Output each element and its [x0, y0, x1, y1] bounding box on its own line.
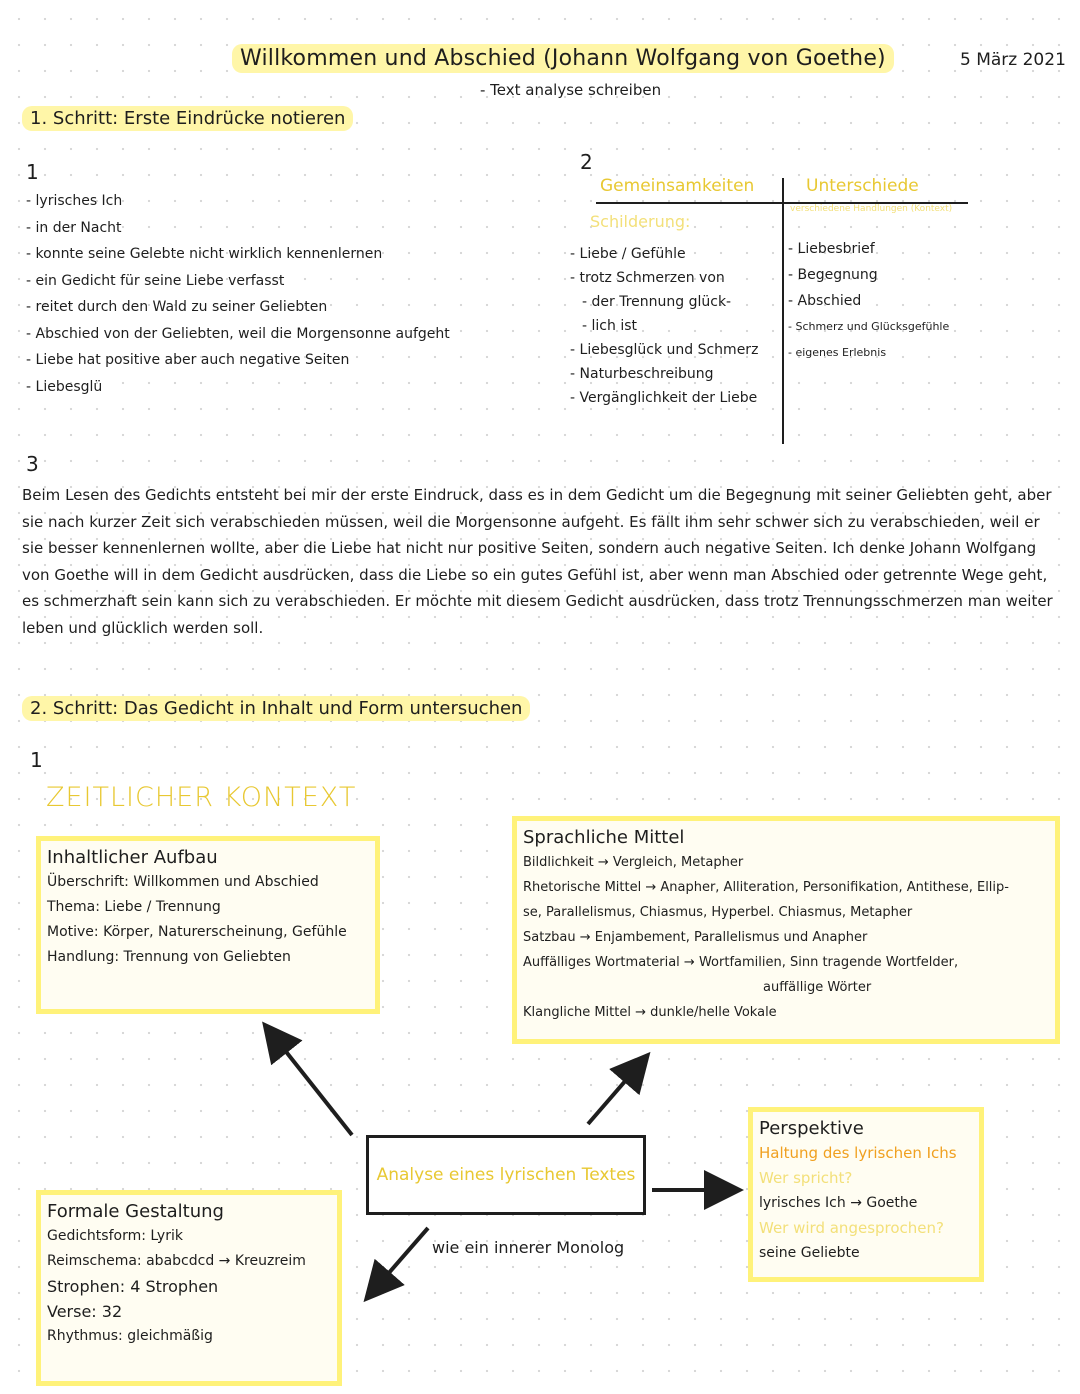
list-item: - konnte seine Gelebte nicht wirklich kennenlernen	[26, 241, 546, 268]
box-line: Reimschema: ababcdcd → Kreuzreim	[47, 1253, 306, 1269]
list-item: - Naturbeschreibung	[570, 362, 780, 386]
context-title: ZEITLICHER KONTEXT	[46, 782, 357, 813]
list-item: - Abschied	[788, 288, 988, 314]
page-title: Willkommen und Abschied (Johann Wolfgang von Goethe)	[232, 44, 894, 73]
monolog-label: wie ein innerer Monolog	[432, 1238, 625, 1257]
col2-subheading: verschiedene Handlungen (Kontext)	[790, 204, 953, 214]
box-line: Gedichtsform: Lyrik	[47, 1228, 183, 1244]
box-question: Wer spricht?	[759, 1169, 853, 1187]
box-line: Satzbau → Enjambement, Parallelismus und Anapher	[523, 930, 868, 945]
box-line: Rhetorische Mittel → Anapher, Alliteration, Personifikation, Antithese, Ellip-	[523, 880, 1009, 895]
box-line: Handlung: Trennung von Geliebten	[47, 949, 291, 965]
list-item: - Liebesglück und Schmerz	[570, 338, 780, 362]
arrow-to-inhalt	[272, 1034, 352, 1135]
list-item: - lyrisches Ich	[26, 188, 546, 215]
arrow-to-sprache	[588, 1064, 640, 1124]
list-item: - lich ist	[570, 314, 780, 338]
section2-number: 2	[580, 150, 593, 174]
box-line: Rhythmus: gleichmäßig	[47, 1328, 213, 1344]
box-heading: Perspektive	[759, 1118, 864, 1139]
list-item: - Schmerz und Glücksgefühle	[788, 314, 988, 340]
col1-subheading: Schilderung:	[590, 212, 691, 231]
list-item: - reitet durch den Wald zu seiner Geliebten	[26, 294, 546, 321]
date-label: 5 März 2021	[960, 50, 1066, 70]
list-item: - Abschied von der Geliebten, weil die Morgensonne aufgeht	[26, 321, 546, 348]
list-item: - trotz Schmerzen von	[570, 266, 780, 290]
box-heading: Sprachliche Mittel	[523, 827, 685, 848]
list-item: - Begegnung	[788, 262, 988, 288]
list-item: - Liebesglü	[26, 374, 546, 401]
list-item: - ein Gedicht für seine Liebe verfasst	[26, 268, 546, 295]
list-item: - Vergänglichkeit der Liebe	[570, 386, 780, 410]
box-line: Strophen: 4 Strophen	[47, 1277, 219, 1296]
list-item: - Liebe / Gefühle	[570, 242, 780, 266]
section3-number: 3	[26, 452, 39, 476]
list-item: - der Trennung glück-	[570, 290, 780, 314]
col-gemeinsamkeiten-heading: Gemeinsamkeiten	[600, 176, 755, 196]
box-question: Wer wird angesprochen?	[759, 1219, 944, 1237]
col-unterschiede-heading: Unterschiede	[806, 176, 919, 196]
arrow-to-formal	[374, 1228, 428, 1290]
list-item: - Liebe hat positive aber auch negative Seiten	[26, 347, 546, 374]
box-line: Motive: Körper, Naturerscheinung, Gefühle	[47, 924, 347, 940]
step2-heading: 2. Schritt: Das Gedicht in Inhalt und Form untersuchen	[22, 696, 530, 721]
box-line: Verse: 32	[47, 1302, 123, 1321]
section1-number: 1	[26, 160, 39, 184]
box-line: lyrisches Ich → Goethe	[759, 1195, 918, 1211]
box-line: Auffälliges Wortmaterial → Wortfamilien, Sinn tragende Wortfelder,	[523, 955, 959, 970]
box-heading: Inhaltlicher Aufbau	[47, 847, 218, 868]
box-line: Thema: Liebe / Trennung	[47, 899, 221, 915]
list-item: - Liebesbrief	[788, 236, 988, 262]
step2-number: 1	[30, 748, 43, 772]
box-line: Haltung des lyrischen Ichs	[759, 1144, 957, 1162]
box-line: seine Geliebte	[759, 1245, 860, 1261]
box-line: Überschrift: Willkommen und Abschied	[47, 874, 319, 890]
list-item: - eigenes Erlebnis	[788, 340, 988, 366]
section3-paragraph: Beim Lesen des Gedichts entsteht bei mir der erste Eindruck, dass es in dem Gedicht um die Begegnung mit seiner Geliebten geht, aber sie nach kurzer Zeit sich verabschieden müssen, weil die Morgensonne aufgeht. Es fällt ihm sehr schwer sich zu verabschieden, weil er sie besser kennenlernen wollte, aber die Liebe hat nicht nur positive Seiten, sondern auch negative Seiten. Ich denke Johann Wolfgang von Goethe will in dem Gedicht ausdrücken, dass die Liebe so ein gutes Gefühl ist, aber wenn man Abschied oder getrennte Wege geht, es schmerzhaft sein kann sich zu verabschieden. Er möchte mit diesem Gedicht ausdrücken, dass trotz Trennungsschmerzen man weiter leben und glücklich werden soll.	[22, 486, 1053, 637]
center-label: Analyse eines lyrischen Textes	[376, 1165, 636, 1185]
box-line: Klangliche Mittel → dunkle/helle Vokale	[523, 1005, 777, 1020]
page-subtitle: - Text analyse schreiben	[480, 81, 662, 99]
box-line: Bildlichkeit → Vergleich, Metapher	[523, 855, 744, 870]
box-heading: Formale Gestaltung	[47, 1201, 224, 1222]
box-line: se, Parallelismus, Chiasmus, Hyperbel. Chiasmus, Metapher	[523, 905, 913, 920]
list-item: - in der Nacht	[26, 215, 546, 242]
step1-heading: 1. Schritt: Erste Eindrücke notieren	[22, 106, 353, 131]
box-line: auffällige Wörter	[763, 980, 872, 995]
